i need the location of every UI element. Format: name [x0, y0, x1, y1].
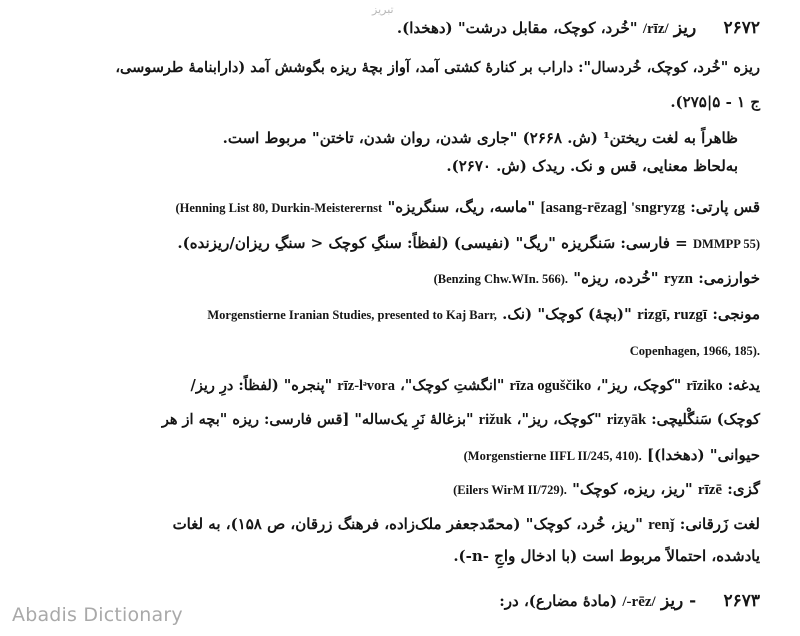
khwarezmian-form: ryzn: [663, 271, 693, 287]
text-line-2: ریزه "خُرد، کوچک، خُردسال": داراب بر کنارهٔ کشتی آمد، آواز بچهٔ ریزه بگوشش آمد (دارابنامهٔ طرسوسی،: [115, 59, 760, 76]
sanglechi-label: کوچک) سَنگْلیچی:: [651, 411, 760, 428]
transliteration: /rīz/: [642, 21, 669, 37]
watermark-bottom: Abadis Dictionary: [12, 604, 183, 626]
text-line-11: [40, 376, 760, 396]
reference-copenhagen: Copenhagen, 1966, 185).: [629, 344, 760, 358]
parthian-form: [asang-rēzag] 'sngryzg: [540, 200, 686, 216]
lang-label-parthian: قس پارتی:: [690, 198, 760, 216]
yidgha-form-2: rīza oguščiko: [509, 378, 592, 394]
sanglechi-form-2: rižuk: [478, 412, 512, 428]
watermark-top: تبریز: [372, 3, 394, 16]
text-line-15: [40, 514, 760, 535]
headword: ریز: [673, 18, 697, 38]
munji-gloss: "(بچهٔ) کوچک" (نک.: [502, 305, 632, 323]
yidgha-gloss-2: "انگشتِ کوچک"،: [400, 377, 505, 394]
text-line-5: به‌لحاظ معنایی، قس و نک. ریدک (ش. ۲۶۷۰).: [446, 157, 738, 175]
zarqani-form: renǰ: [648, 517, 675, 533]
reference-henning: (Henning List 80, Durkin-Meisterernst: [175, 201, 383, 215]
gazi-gloss: "ریز، ریزه، کوچک": [572, 480, 693, 498]
lang-label-yidgha: یدغه:: [727, 377, 760, 394]
sanglechi-form-1: rizyāk: [606, 412, 647, 428]
text-line-7: [40, 233, 760, 254]
text-line-8: [40, 268, 760, 289]
entry-number: ۲۶۷۲: [723, 18, 760, 38]
text-line-10: [40, 340, 760, 361]
text-line-12: [40, 410, 760, 430]
transliteration: /-rēz/: [622, 594, 656, 610]
headword: - ریز: [660, 591, 697, 611]
text-line-9: [40, 304, 760, 325]
entry-number: ۲۶۷۳: [723, 591, 760, 611]
text-line-3: ج ۱ - ۵|۲۷۵).: [670, 93, 760, 111]
sanglechi-gloss-2: "بزغالهٔ نَرِ یک‌ساله" [قس فارسی: ریزه "بچه از هر: [161, 411, 474, 428]
zarqani-gloss: "ریز، خُرد، کوچک" (محمّدجعفر ملک‌زاده، فرهنگ زرقان، ص ۱۵۸)، به لغات: [172, 515, 643, 533]
reference-dmmpp: DMMPP 55): [693, 237, 760, 251]
text-line-13: [40, 445, 760, 466]
text-line-6: [40, 197, 760, 218]
text-line-14: [40, 479, 760, 500]
persian-sangrize: = فارسی: سَنگریزه "ریگ" (نفیسی) (لفظاً: سنگِ کوچک < سنگِ ریزان/ریزنده).: [177, 234, 688, 252]
reference-iifl: (Morgenstierne IIFL II/245, 410).: [463, 449, 642, 463]
yidgha-form-1: rīziko: [686, 378, 723, 394]
lang-label-gazi: گزی:: [727, 480, 760, 498]
text-line-4: ظاهراً به لغت ریختن¹ (ش. ۲۶۶۸) "جاری شدن، روان شدن، تاختن" مربوط است.: [222, 129, 738, 147]
reference-morgenstierne-iranian: Morgenstierne Iranian Studies, presented to Kaj Barr,: [207, 308, 497, 322]
lang-label-khwarezmian: خوارزمی:: [698, 269, 760, 287]
gazi-form: rīzē: [697, 482, 723, 498]
yidgha-gloss-3: "پنجره" (لفظاً: درِ ریز/: [190, 377, 333, 394]
khwarezmian-gloss: "خُرده، ریزه": [573, 269, 659, 287]
yidgha-gloss-1: "کوچک، ریز"،: [596, 377, 682, 394]
yidgha-form-3: rīz-lᵊvora: [337, 378, 395, 394]
munji-form: rizgī, ruzgī: [637, 307, 708, 323]
entry-header-2672: [40, 18, 760, 39]
lang-label-munji: مونجی:: [712, 305, 760, 323]
definition: (مادهٔ مضارع)، در:: [499, 592, 618, 610]
dehkhoda-note: حیوانی" (دهخدا)]: [646, 446, 760, 464]
parthian-gloss: "ماسه، ریگ، سنگریزه": [387, 198, 536, 216]
sanglechi-gloss-1: "کوچک، ریز"،: [516, 411, 602, 428]
lang-label-zarqani: لغت زَرقانی:: [679, 515, 760, 533]
reference-eilers: (Eilers WirM II/729).: [453, 483, 567, 497]
reference-benzing: (Benzing Chw.WIn. 566).: [433, 272, 569, 286]
definition: "خُرد، کوچک، مقابل درشت" (دهخدا).: [396, 19, 638, 37]
text-line-16: یادشده، احتمالاً مربوط است (با ادخال واجِ -n-).: [453, 547, 760, 565]
